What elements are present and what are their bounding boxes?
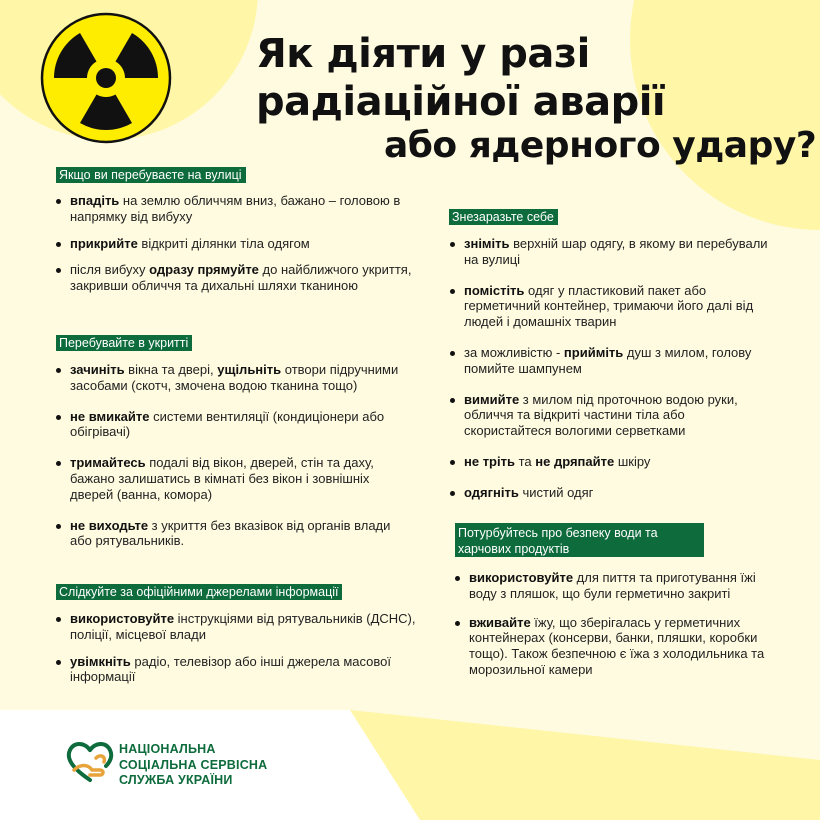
list-item: помістіть одяг у пластиковий пакет або герметичний контейнер, тримаючи його далі від людей і домашніх тварин xyxy=(450,283,770,330)
section-heading-info: Слідкуйте за офіційними джерелами інформації xyxy=(56,584,342,600)
list-food xyxy=(455,570,780,691)
radiation-icon xyxy=(40,12,172,144)
list-item: за можливістю - прийміть душ з милом, голову помийте шампунем xyxy=(450,345,770,377)
list-item: увімкніть радіо, телевізор або інші джерела масової інформації xyxy=(56,654,436,686)
list-item: прикрийте відкриті ділянки тіла одягом xyxy=(56,236,416,252)
org-name-line-1: НАЦІОНАЛЬНА xyxy=(119,742,216,756)
list-decontaminate xyxy=(450,236,770,516)
list-item: не вмикайте системи вентиляції (кондиціонери або обігрівачі) xyxy=(56,409,406,441)
section-heading-food: Потурбуйтесь про безпеку води та харчових продуктів xyxy=(455,523,704,557)
list-item: використовуйте для пиття та приготування їжі воду з пляшок, що були герметично закриті xyxy=(455,570,780,602)
title-line-1: Як діяти у разі xyxy=(256,31,590,77)
list-item: вимийте з милом під проточною водою руки, обличчя та відкриті частини тіла або скористайтеся вологими серветками xyxy=(450,392,770,439)
list-item: зачиніть вікна та двері, ущільніть отвори підручними засобами (скотч, змочена водою тканина тощо) xyxy=(56,362,406,394)
list-info xyxy=(56,611,436,696)
title-line-2: радіаційної аварії xyxy=(256,79,666,125)
list-item: зніміть верхній шар одягу, в якому ви перебували на вулиці xyxy=(450,236,770,268)
organization-name xyxy=(119,742,267,789)
title-line-3: або ядерного удару? xyxy=(384,125,817,166)
list-item: вживайте їжу, що зберігалась у герметичних контейнерах (консерви, банки, пляшки, коробки тощо). Також безпечною є їжа з холодильника та морозильної камери xyxy=(455,615,780,678)
list-item: впадіть на землю обличчям вниз, бажано – головою в напрямку від вибуху xyxy=(56,193,416,225)
list-item: не виходьте з укриття без вказівок від органів влади або рятувальників. xyxy=(56,518,406,550)
list-street xyxy=(56,193,416,305)
bottom-right-yellow-blob xyxy=(350,710,820,820)
list-item: використовуйте інструкціями від рятувальників (ДСНС), поліції, місцевої влади xyxy=(56,611,436,643)
heart-hands-logo-icon xyxy=(66,740,114,784)
list-shelter xyxy=(56,362,406,564)
list-item: тримайтесь подалі від вікон, дверей, стін та даху, бажано залишатись в кімнаті без вікон і зовнішніх дверей (ванна, комора) xyxy=(56,455,406,502)
org-name-line-3: СЛУЖБА УКРАЇНИ xyxy=(119,773,233,787)
list-item: одягніть чистий одяг xyxy=(450,485,770,501)
section-heading-shelter: Перебувайте в укритті xyxy=(56,335,192,351)
org-name-line-2: СОЦІАЛЬНА СЕРВІСНА xyxy=(119,757,268,772)
section-heading-decontaminate: Знезаразьте себе xyxy=(449,209,558,225)
list-item: не тріть та не дряпайте шкіру xyxy=(450,454,770,470)
list-item: після вибуху одразу прямуйте до найближчого укриття, закривши обличчя та дихальні шляхи тканиною xyxy=(56,262,416,294)
section-heading-street: Якщо ви перебуваєте на вулиці xyxy=(56,167,246,183)
